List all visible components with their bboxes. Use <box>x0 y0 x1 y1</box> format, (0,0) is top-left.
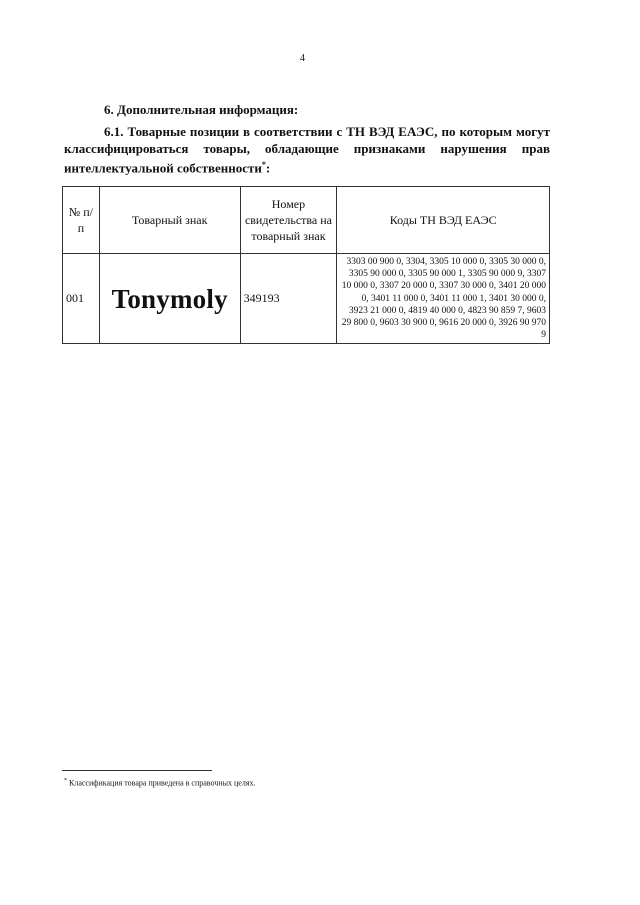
section-heading: 6. Дополнительная информация: <box>104 102 299 117</box>
section-subheading <box>64 124 550 177</box>
footnote-text: Классификация товара приведена в справочных целях. <box>69 778 256 788</box>
footnote-marker-bottom: * <box>64 778 67 784</box>
header-num: № п/п <box>63 187 100 254</box>
table-header-row <box>63 187 550 254</box>
row-codes: 3303 00 900 0, 3304, 3305 10 000 0, 3305 30 000 0, 3305 90 000 0, 3305 90 000 1, 3305 90 000 9, 3307 10 000 0, 3307 20 000 0, 3307 30 000 0, 3401 20 000 0, 3401 11 000 0, 3401 11 000 1, 3401 30 000 0, 3923 21 000 0, 4819 40 000 0, 4823 90 859 7, 9603 29 800 0, 9603 30 900 0, 9616 20 000 0, 3926 90 970 9 <box>337 254 550 344</box>
row-certificate: 349193 <box>240 254 337 344</box>
subheading-text: 6.1. Товарные позиции в соответствии с ТН ВЭД ЕАЭС, по которым могут классифицироваться товары, обладающие признаками нарушения прав интеллектуальной собственности <box>64 124 550 176</box>
table-row <box>63 254 550 344</box>
row-num: 001 <box>63 254 100 344</box>
trademark-table <box>62 186 550 344</box>
header-trademark: Товарный знак <box>99 187 240 254</box>
footnote-divider <box>62 770 212 771</box>
row-trademark <box>99 254 240 344</box>
footnote-marker: * <box>261 160 266 169</box>
trademark-logo: Tonymoly <box>111 283 228 314</box>
page-number: 4 <box>300 53 305 64</box>
footnote <box>64 778 256 788</box>
header-certificate: Номер свидетельства на товарный знак <box>240 187 337 254</box>
header-codes: Коды ТН ВЭД ЕАЭС <box>337 187 550 254</box>
subheading-end: : <box>265 160 271 176</box>
